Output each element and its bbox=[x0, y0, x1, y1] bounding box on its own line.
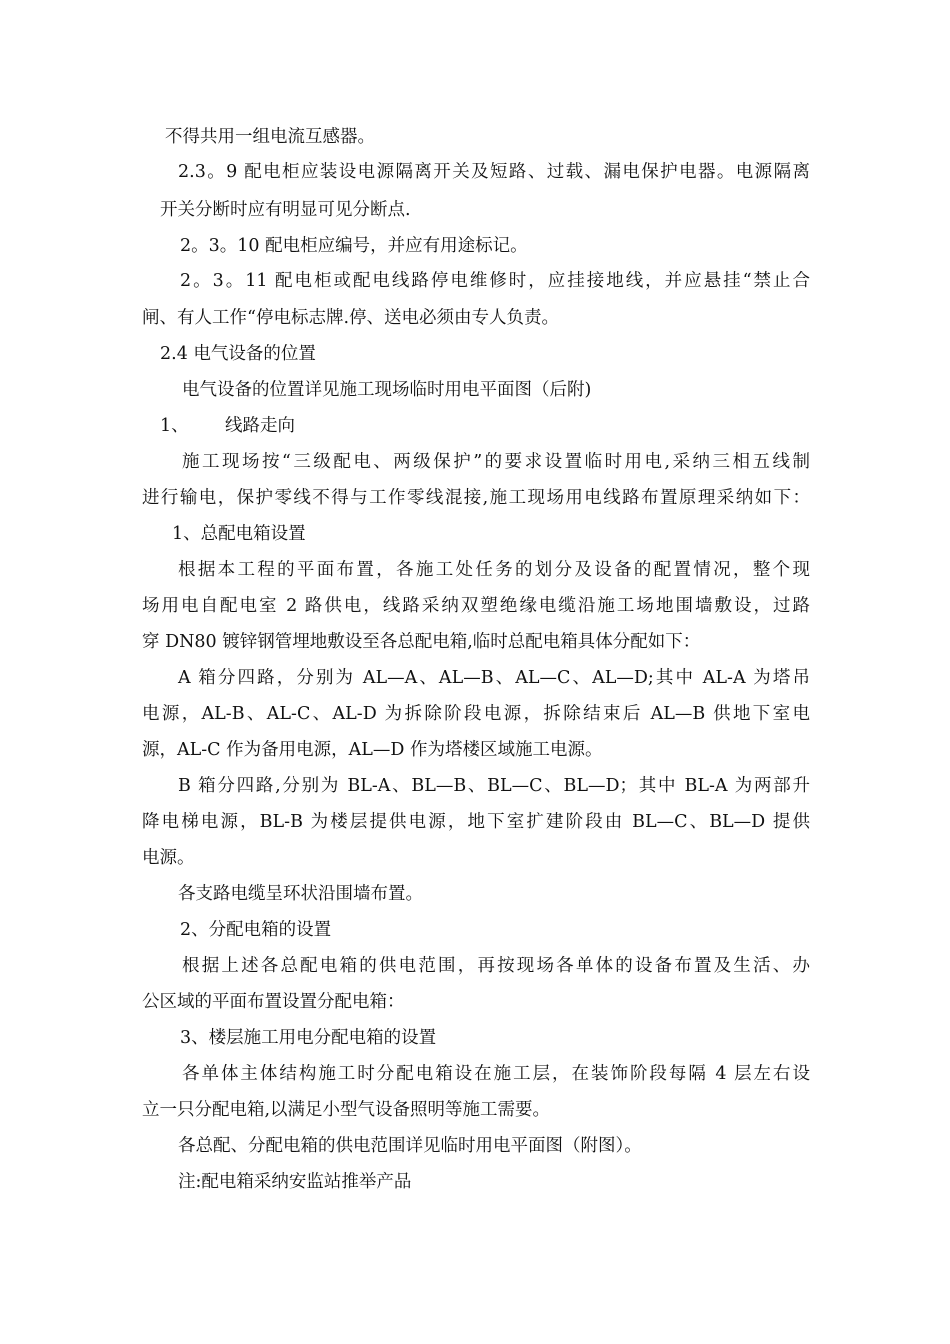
section-heading: 2.4 电气设备的位置 bbox=[160, 344, 316, 364]
list-number: 1、 bbox=[160, 416, 189, 436]
note-line: 注:配电箱采纳安监站推举产品 bbox=[178, 1172, 412, 1192]
text-line: 2。3。10 配电柜应编号，并应有用途标记。 bbox=[180, 236, 528, 256]
text-line: 源，AL-C 作为备用电源，AL—D 作为塔楼区域施工电源。 bbox=[142, 740, 603, 760]
section-heading: 线路走向 bbox=[225, 416, 295, 436]
text-line: 闸、有人工作“停电标志牌.停、送电必须由专人负责。 bbox=[142, 308, 560, 328]
text-line: 电气设备的位置详见施工现场临时用电平面图（后附) bbox=[182, 380, 592, 400]
text-line: 穿 DN80 镀锌钢管埋地敷设至各总配电箱,临时总配电箱具体分配如下： bbox=[142, 632, 701, 652]
text-line: A 箱分四路，分别为 AL—A、AL—B、AL—C、AL—D;其中 AL-A 为塔吊 bbox=[178, 668, 810, 688]
text-line: B 箱分四路,分别为 BL-A、BL—B、BL—C、BL—D；其中 BL-A 为两部升 bbox=[178, 776, 810, 796]
text-line: 电源，AL-B、AL-C、AL-D 为拆除阶段电源，拆除结束后 AL—B 供地下室电 bbox=[142, 704, 810, 724]
text-line: 开关分断时应有明显可见分断点. bbox=[160, 200, 411, 220]
text-line: 电源。 bbox=[142, 848, 195, 868]
text-line: 2。3。11 配电柜或配电线路停电维修时，应挂接地线，并应悬挂“禁止合 bbox=[180, 271, 810, 291]
text-line: 场用电自配电室 2 路供电，线路采纳双塑绝缘电缆沿施工场地围墙敷设，过路 bbox=[142, 596, 810, 616]
text-line: 施工现场按“三级配电、两级保护”的要求设置临时用电,采纳三相五线制 bbox=[182, 452, 810, 472]
text-line: 各总配、分配电箱的供电范围详见临时用电平面图（附图）。 bbox=[178, 1136, 642, 1156]
text-line: 公区域的平面布置设置分配电箱： bbox=[142, 992, 405, 1012]
text-line: 进行输电，保护零线不得与工作零线混接,施工现场用电线路布置原理采纳如下： bbox=[142, 488, 810, 508]
text-line: 各支路电缆呈环状沿围墙布置。 bbox=[178, 884, 423, 904]
text-line: 立一只分配电箱,以满足小型气设备照明等施工需要。 bbox=[142, 1100, 551, 1120]
subsection-heading: 2、分配电箱的设置 bbox=[180, 920, 332, 940]
subsection-heading: 3、楼层施工用电分配电箱的设置 bbox=[180, 1028, 437, 1048]
subsection-heading: 1、总配电箱设置 bbox=[172, 524, 306, 544]
text-line: 根据上述各总配电箱的供电范围，再按现场各单体的设备布置及生活、办 bbox=[182, 956, 810, 976]
text-line: 根据本工程的平面布置，各施工处任务的划分及设备的配置情况，整个现 bbox=[178, 560, 810, 580]
text-line: 2.3。9 配电柜应装设电源隔离开关及短路、过载、漏电保护电器。电源隔离 bbox=[178, 162, 810, 182]
text-line: 不得共用一组电流互感器。 bbox=[165, 127, 375, 147]
text-line: 各单体主体结构施工时分配电箱设在施工层，在装饰阶段每隔 4 层左右设 bbox=[182, 1064, 810, 1084]
text-line: 降电梯电源，BL-B 为楼层提供电源，地下室扩建阶段由 BL—C、BL—D 提供 bbox=[142, 812, 810, 832]
